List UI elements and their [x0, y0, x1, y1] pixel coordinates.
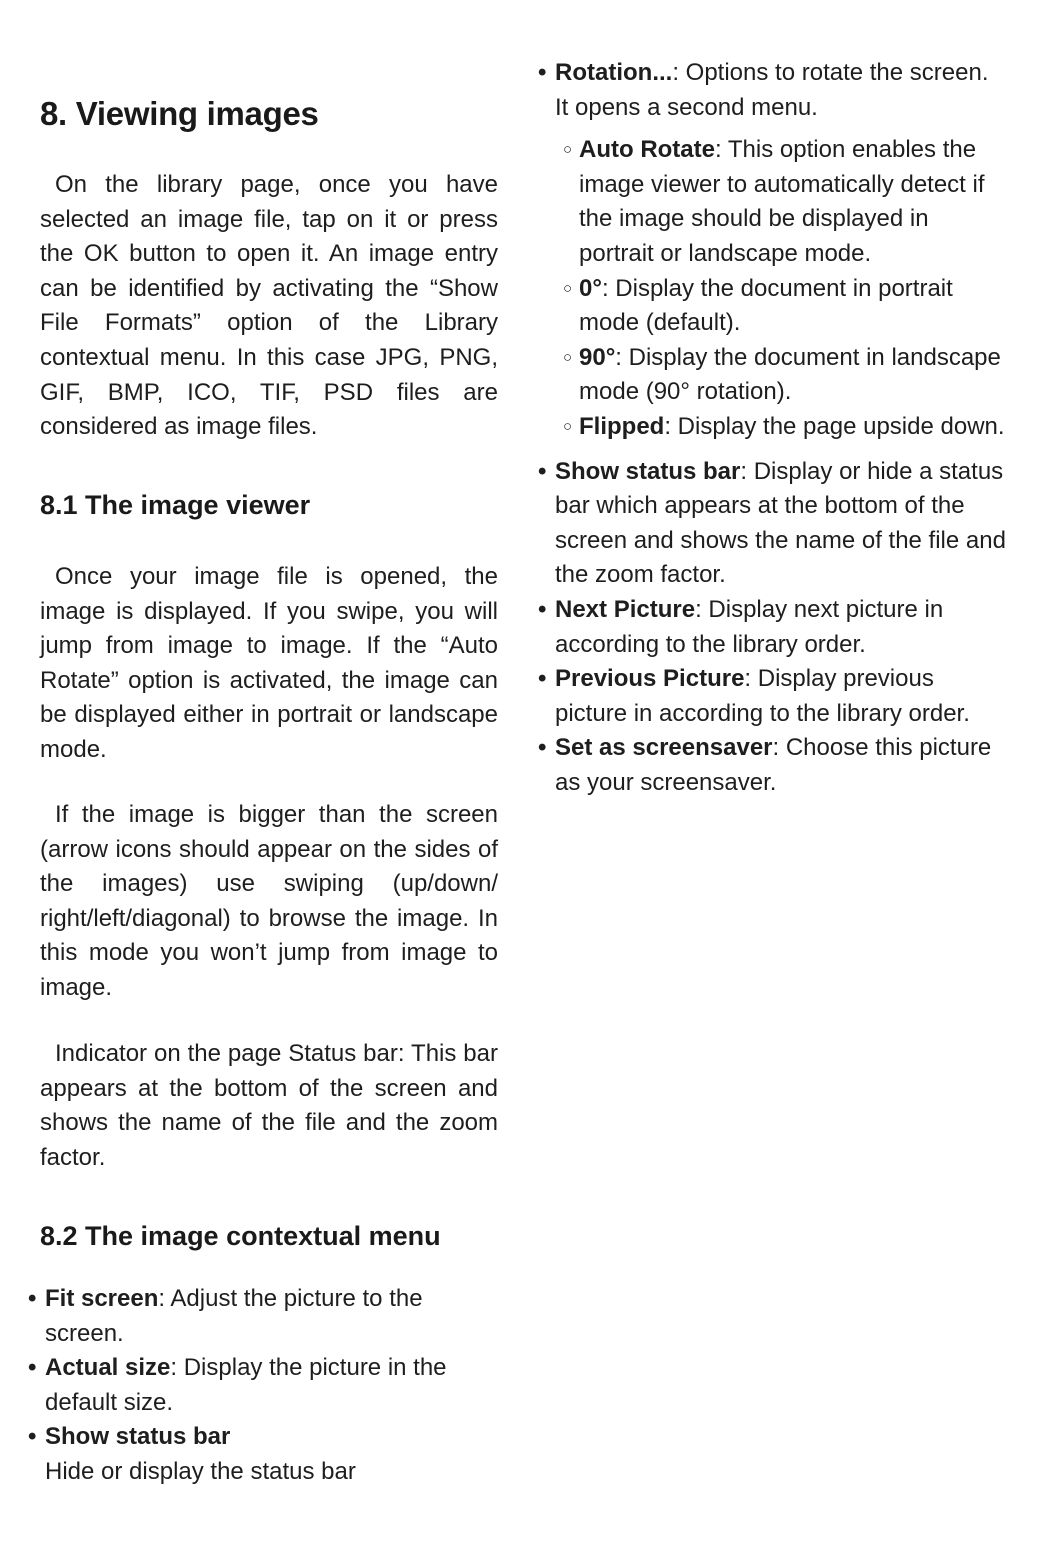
- item-term: Show status bar: [45, 1423, 231, 1451]
- bullet-icon: •: [538, 457, 547, 485]
- circle-bullet-icon: ○: [563, 141, 573, 159]
- item-term: 0°: [579, 274, 602, 302]
- circle-bullet-icon: ○: [563, 417, 573, 435]
- section-8-2-heading: 8.2 The image contextual menu: [40, 1221, 441, 1251]
- item-description: : Display the document in landscape mode (90° rotation).: [579, 343, 1001, 406]
- rotation-submenu: [555, 133, 1008, 444]
- sub-list-item: [555, 410, 1008, 445]
- list-item: [538, 593, 1008, 662]
- section-8-heading: 8. Viewing images: [40, 95, 319, 132]
- item-term: Set as screensaver: [555, 734, 773, 762]
- item-term: Next Picture: [555, 595, 696, 623]
- right-menu-list: [538, 56, 1008, 800]
- item-term: Actual size: [45, 1354, 171, 1382]
- list-item: [538, 662, 1008, 731]
- sub-list-item: [555, 133, 1008, 271]
- bullet-icon: •: [28, 1285, 37, 1312]
- section-8-paragraph: On the library page, once you have selected an image file, tap on it or press the OK button to open it. An image entry can be identified by activating the “Show File Formats” option of the Library contextual menu. In this case JPG, PNG, GIF, BMP, ICO, TIF, PSD files are considered as image files.: [40, 171, 498, 441]
- bullet-icon: •: [28, 1354, 37, 1382]
- item-description: : Display the page upside down.: [664, 412, 1005, 440]
- item-term: Show status bar: [555, 457, 741, 485]
- item-description: : Choose this picture as your screensaver.: [555, 734, 992, 796]
- item-description: Hide or display the status bar: [45, 1457, 356, 1485]
- item-term: Flipped: [579, 412, 665, 440]
- bullet-icon: •: [538, 595, 547, 623]
- viewer-paragraph-2: If the image is bigger than the screen (arrow icons should appear on the sides of the images) use swiping (up/down/ right/left/diagonal) to browse the image. In this mode you won’t jump from image to image.: [40, 801, 498, 1001]
- circle-bullet-icon: ○: [563, 279, 573, 297]
- item-term: 90°: [579, 343, 616, 371]
- item-term: Auto Rotate: [579, 136, 715, 164]
- context-menu-list: [28, 1282, 498, 1490]
- item-term: Fit screen: [45, 1285, 159, 1312]
- bullet-icon: •: [538, 665, 547, 693]
- item-description: : Display previous picture in according to the library order.: [555, 665, 970, 727]
- list-item: [28, 1351, 498, 1420]
- list-item-rotation: [538, 56, 1008, 445]
- viewer-paragraph-1: Once your image file is opened, the image is displayed. If you swipe, you will jump from image to image. If the “Auto Rotate” option is activated, the image can be displayed either in portrait or landscape mode.: [40, 563, 498, 763]
- item-description: : Display the document in portrait mode (default).: [579, 274, 953, 337]
- item-description: : This option enables the image viewer to automatically detect if the image should be displayed in portrait or landscape mode.: [579, 136, 985, 267]
- item-term: Rotation...: [555, 59, 673, 86]
- item-term: Previous Picture: [555, 665, 745, 693]
- item-description: : Options to rotate the screen. It opens a second menu.: [555, 59, 989, 121]
- item-description: : Display or hide a status bar which appears at the bottom of the screen and shows the name of the file and the zoom factor.: [555, 457, 1006, 589]
- item-description: : Display next picture in according to the library order.: [555, 595, 944, 658]
- list-item: [538, 731, 1008, 800]
- bullet-icon: •: [538, 59, 547, 86]
- section-8-1-heading: 8.1 The image viewer: [40, 490, 311, 520]
- sub-list-item: [555, 272, 1008, 341]
- bullet-icon: •: [538, 734, 547, 762]
- item-description: : Adjust the picture to the screen.: [45, 1285, 423, 1347]
- circle-bullet-icon: ○: [563, 348, 573, 366]
- list-item: [28, 1282, 498, 1351]
- sub-list-item: [555, 341, 1008, 410]
- viewer-paragraph-3: Indicator on the page Status bar: This bar appears at the bottom of the screen and shows the name of the file and the zoom factor.: [40, 1040, 498, 1171]
- item-description: : Display the picture in the default size.: [45, 1354, 447, 1416]
- bullet-icon: •: [28, 1423, 37, 1451]
- list-item: [28, 1420, 498, 1489]
- list-item: [538, 455, 1008, 593]
